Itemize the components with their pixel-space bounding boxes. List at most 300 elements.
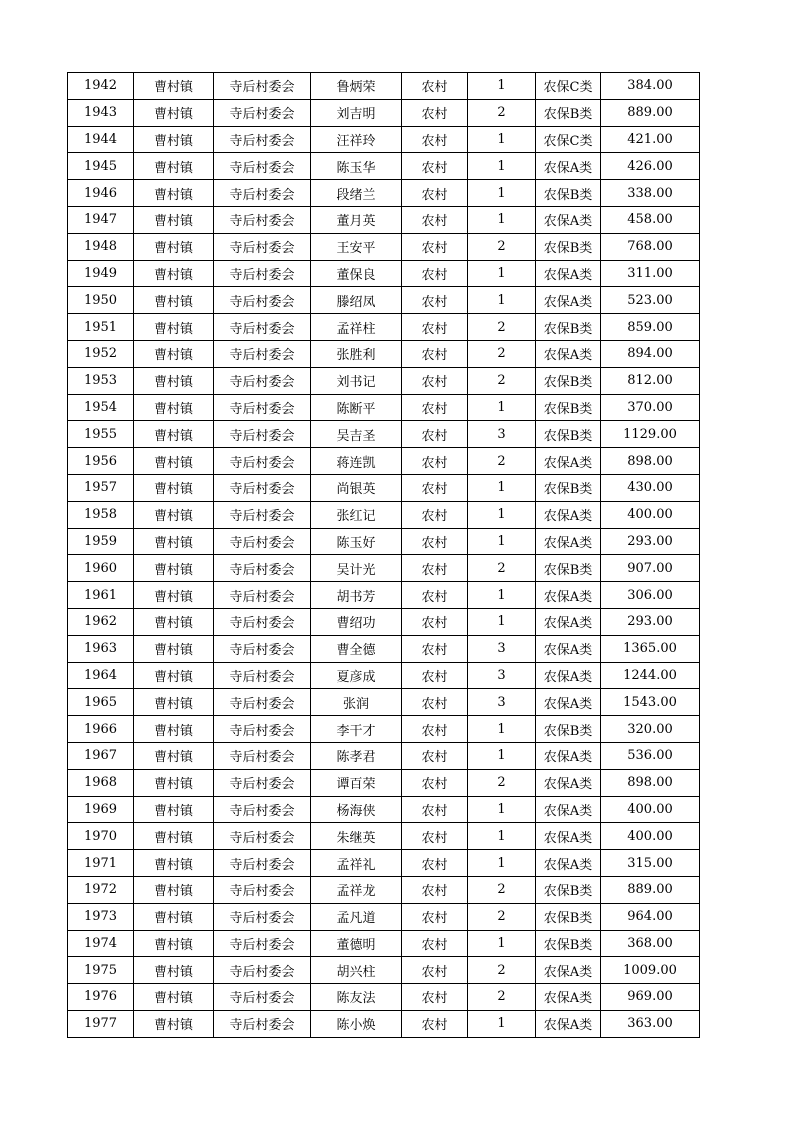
person-count-cell: 1: [468, 260, 536, 287]
person-count-cell: 3: [468, 635, 536, 662]
committee-cell: 寺后村委会: [214, 555, 311, 582]
row-number-cell: 1967: [68, 742, 134, 769]
category-cell: 农保B类: [536, 180, 601, 207]
household-type-cell: 农村: [402, 528, 468, 555]
category-cell: 农保B类: [536, 99, 601, 126]
table-row: [68, 930, 700, 957]
row-number-cell: 1968: [68, 769, 134, 796]
row-number-cell: 1949: [68, 260, 134, 287]
committee-cell: 寺后村委会: [214, 608, 311, 635]
committee-cell: 寺后村委会: [214, 689, 311, 716]
person-count-cell: 1: [468, 742, 536, 769]
row-number-cell: 1975: [68, 957, 134, 984]
household-type-cell: 农村: [402, 287, 468, 314]
town-cell: 曹村镇: [134, 823, 214, 850]
amount-cell: 400.00: [601, 796, 700, 823]
amount-cell: 400.00: [601, 823, 700, 850]
household-type-cell: 农村: [402, 555, 468, 582]
name-cell: 陈友法: [311, 984, 402, 1011]
person-count-cell: 1: [468, 501, 536, 528]
row-number-cell: 1965: [68, 689, 134, 716]
amount-cell: 859.00: [601, 314, 700, 341]
table-body: [68, 73, 700, 1038]
category-cell: 农保B类: [536, 314, 601, 341]
person-count-cell: 2: [468, 876, 536, 903]
amount-cell: 907.00: [601, 555, 700, 582]
amount-cell: 812.00: [601, 367, 700, 394]
person-count-cell: 2: [468, 367, 536, 394]
person-count-cell: 1: [468, 608, 536, 635]
row-number-cell: 1962: [68, 608, 134, 635]
town-cell: 曹村镇: [134, 287, 214, 314]
committee-cell: 寺后村委会: [214, 448, 311, 475]
person-count-cell: 1: [468, 287, 536, 314]
category-cell: 农保A类: [536, 635, 601, 662]
amount-cell: 430.00: [601, 474, 700, 501]
table-row: [68, 287, 700, 314]
committee-cell: 寺后村委会: [214, 180, 311, 207]
committee-cell: 寺后村委会: [214, 394, 311, 421]
table-row: [68, 153, 700, 180]
table-row: [68, 206, 700, 233]
town-cell: 曹村镇: [134, 340, 214, 367]
category-cell: 农保B类: [536, 394, 601, 421]
table-row: [68, 823, 700, 850]
town-cell: 曹村镇: [134, 796, 214, 823]
category-cell: 农保B类: [536, 716, 601, 743]
person-count-cell: 1: [468, 930, 536, 957]
town-cell: 曹村镇: [134, 528, 214, 555]
town-cell: 曹村镇: [134, 206, 214, 233]
town-cell: 曹村镇: [134, 421, 214, 448]
row-number-cell: 1948: [68, 233, 134, 260]
row-number-cell: 1950: [68, 287, 134, 314]
town-cell: 曹村镇: [134, 1010, 214, 1037]
town-cell: 曹村镇: [134, 957, 214, 984]
person-count-cell: 1: [468, 73, 536, 100]
household-type-cell: 农村: [402, 126, 468, 153]
amount-cell: 426.00: [601, 153, 700, 180]
row-number-cell: 1966: [68, 716, 134, 743]
household-type-cell: 农村: [402, 394, 468, 421]
category-cell: 农保A类: [536, 340, 601, 367]
committee-cell: 寺后村委会: [214, 153, 311, 180]
person-count-cell: 1: [468, 850, 536, 877]
table-row: [68, 608, 700, 635]
name-cell: 孟祥礼: [311, 850, 402, 877]
row-number-cell: 1963: [68, 635, 134, 662]
town-cell: 曹村镇: [134, 394, 214, 421]
table-row: [68, 984, 700, 1011]
category-cell: 农保A类: [536, 608, 601, 635]
committee-cell: 寺后村委会: [214, 99, 311, 126]
committee-cell: 寺后村委会: [214, 287, 311, 314]
category-cell: 农保A类: [536, 769, 601, 796]
household-type-cell: 农村: [402, 903, 468, 930]
household-type-cell: 农村: [402, 180, 468, 207]
household-type-cell: 农村: [402, 340, 468, 367]
committee-cell: 寺后村委会: [214, 984, 311, 1011]
amount-cell: 898.00: [601, 769, 700, 796]
committee-cell: 寺后村委会: [214, 769, 311, 796]
committee-cell: 寺后村委会: [214, 635, 311, 662]
household-type-cell: 农村: [402, 233, 468, 260]
table-row: [68, 180, 700, 207]
amount-cell: 1129.00: [601, 421, 700, 448]
name-cell: 董月英: [311, 206, 402, 233]
committee-cell: 寺后村委会: [214, 73, 311, 100]
category-cell: 农保A类: [536, 984, 601, 1011]
town-cell: 曹村镇: [134, 233, 214, 260]
household-type-cell: 农村: [402, 850, 468, 877]
row-number-cell: 1977: [68, 1010, 134, 1037]
table-row: [68, 796, 700, 823]
household-type-cell: 农村: [402, 957, 468, 984]
person-count-cell: 2: [468, 984, 536, 1011]
household-type-cell: 农村: [402, 876, 468, 903]
table-row: [68, 1010, 700, 1037]
name-cell: 李干才: [311, 716, 402, 743]
person-count-cell: 2: [468, 99, 536, 126]
name-cell: 孟祥龙: [311, 876, 402, 903]
household-type-cell: 农村: [402, 608, 468, 635]
person-count-cell: 1: [468, 1010, 536, 1037]
name-cell: 董保良: [311, 260, 402, 287]
row-number-cell: 1961: [68, 582, 134, 609]
amount-cell: 894.00: [601, 340, 700, 367]
household-type-cell: 农村: [402, 367, 468, 394]
table-row: [68, 394, 700, 421]
table-row: [68, 903, 700, 930]
amount-cell: 536.00: [601, 742, 700, 769]
town-cell: 曹村镇: [134, 716, 214, 743]
amount-cell: 889.00: [601, 876, 700, 903]
row-number-cell: 1943: [68, 99, 134, 126]
town-cell: 曹村镇: [134, 126, 214, 153]
category-cell: 农保A类: [536, 823, 601, 850]
person-count-cell: 3: [468, 421, 536, 448]
committee-cell: 寺后村委会: [214, 716, 311, 743]
row-number-cell: 1956: [68, 448, 134, 475]
household-type-cell: 农村: [402, 769, 468, 796]
category-cell: 农保B类: [536, 555, 601, 582]
table-row: [68, 126, 700, 153]
name-cell: 夏彦成: [311, 662, 402, 689]
committee-cell: 寺后村委会: [214, 850, 311, 877]
committee-cell: 寺后村委会: [214, 206, 311, 233]
household-type-cell: 农村: [402, 582, 468, 609]
amount-cell: 1009.00: [601, 957, 700, 984]
household-type-cell: 农村: [402, 635, 468, 662]
amount-cell: 315.00: [601, 850, 700, 877]
row-number-cell: 1971: [68, 850, 134, 877]
amount-cell: 400.00: [601, 501, 700, 528]
household-type-cell: 农村: [402, 260, 468, 287]
person-count-cell: 1: [468, 582, 536, 609]
table-row: [68, 367, 700, 394]
table-row: [68, 850, 700, 877]
person-count-cell: 1: [468, 206, 536, 233]
amount-cell: 320.00: [601, 716, 700, 743]
person-count-cell: 1: [468, 796, 536, 823]
name-cell: 曹全德: [311, 635, 402, 662]
person-count-cell: 2: [468, 233, 536, 260]
category-cell: 农保B类: [536, 903, 601, 930]
name-cell: 段绪兰: [311, 180, 402, 207]
committee-cell: 寺后村委会: [214, 582, 311, 609]
person-count-cell: 2: [468, 769, 536, 796]
row-number-cell: 1959: [68, 528, 134, 555]
name-cell: 吴计光: [311, 555, 402, 582]
town-cell: 曹村镇: [134, 474, 214, 501]
person-count-cell: 1: [468, 823, 536, 850]
household-type-cell: 农村: [402, 314, 468, 341]
person-count-cell: 3: [468, 689, 536, 716]
town-cell: 曹村镇: [134, 876, 214, 903]
amount-cell: 306.00: [601, 582, 700, 609]
town-cell: 曹村镇: [134, 903, 214, 930]
name-cell: 陈孝君: [311, 742, 402, 769]
category-cell: 农保A类: [536, 528, 601, 555]
town-cell: 曹村镇: [134, 367, 214, 394]
person-count-cell: 1: [468, 126, 536, 153]
row-number-cell: 1970: [68, 823, 134, 850]
amount-cell: 523.00: [601, 287, 700, 314]
amount-cell: 1365.00: [601, 635, 700, 662]
town-cell: 曹村镇: [134, 448, 214, 475]
household-type-cell: 农村: [402, 1010, 468, 1037]
row-number-cell: 1942: [68, 73, 134, 100]
amount-cell: 363.00: [601, 1010, 700, 1037]
name-cell: 朱继英: [311, 823, 402, 850]
household-type-cell: 农村: [402, 501, 468, 528]
household-type-cell: 农村: [402, 99, 468, 126]
category-cell: 农保A类: [536, 582, 601, 609]
committee-cell: 寺后村委会: [214, 930, 311, 957]
person-count-cell: 1: [468, 716, 536, 743]
name-cell: 杨海侠: [311, 796, 402, 823]
person-count-cell: 2: [468, 957, 536, 984]
table-row: [68, 421, 700, 448]
name-cell: 刘书记: [311, 367, 402, 394]
table-row: [68, 769, 700, 796]
town-cell: 曹村镇: [134, 769, 214, 796]
committee-cell: 寺后村委会: [214, 823, 311, 850]
table-row: [68, 876, 700, 903]
amount-cell: 384.00: [601, 73, 700, 100]
person-count-cell: 2: [468, 903, 536, 930]
table-row: [68, 260, 700, 287]
category-cell: 农保A类: [536, 742, 601, 769]
amount-cell: 293.00: [601, 608, 700, 635]
committee-cell: 寺后村委会: [214, 903, 311, 930]
row-number-cell: 1954: [68, 394, 134, 421]
name-cell: 滕绍凤: [311, 287, 402, 314]
table-row: [68, 314, 700, 341]
household-type-cell: 农村: [402, 716, 468, 743]
committee-cell: 寺后村委会: [214, 233, 311, 260]
committee-cell: 寺后村委会: [214, 260, 311, 287]
category-cell: 农保A类: [536, 206, 601, 233]
name-cell: 尚银英: [311, 474, 402, 501]
category-cell: 农保A类: [536, 448, 601, 475]
town-cell: 曹村镇: [134, 73, 214, 100]
category-cell: 农保B类: [536, 930, 601, 957]
table-row: [68, 957, 700, 984]
amount-cell: 768.00: [601, 233, 700, 260]
amount-cell: 898.00: [601, 448, 700, 475]
town-cell: 曹村镇: [134, 608, 214, 635]
name-cell: 张胜利: [311, 340, 402, 367]
town-cell: 曹村镇: [134, 984, 214, 1011]
committee-cell: 寺后村委会: [214, 314, 311, 341]
table-row: [68, 99, 700, 126]
committee-cell: 寺后村委会: [214, 1010, 311, 1037]
row-number-cell: 1969: [68, 796, 134, 823]
town-cell: 曹村镇: [134, 930, 214, 957]
household-type-cell: 农村: [402, 662, 468, 689]
category-cell: 农保C类: [536, 73, 601, 100]
table-row: [68, 528, 700, 555]
amount-cell: 338.00: [601, 180, 700, 207]
household-type-cell: 农村: [402, 930, 468, 957]
person-count-cell: 3: [468, 662, 536, 689]
row-number-cell: 1964: [68, 662, 134, 689]
category-cell: 农保A类: [536, 662, 601, 689]
category-cell: 农保B类: [536, 474, 601, 501]
name-cell: 陈断平: [311, 394, 402, 421]
name-cell: 陈小焕: [311, 1010, 402, 1037]
table-row: [68, 689, 700, 716]
town-cell: 曹村镇: [134, 635, 214, 662]
amount-cell: 889.00: [601, 99, 700, 126]
committee-cell: 寺后村委会: [214, 528, 311, 555]
benefit-roster-table: [67, 72, 700, 1038]
household-type-cell: 农村: [402, 73, 468, 100]
row-number-cell: 1947: [68, 206, 134, 233]
name-cell: 蒋连凯: [311, 448, 402, 475]
row-number-cell: 1976: [68, 984, 134, 1011]
amount-cell: 368.00: [601, 930, 700, 957]
name-cell: 胡书芳: [311, 582, 402, 609]
category-cell: 农保A类: [536, 1010, 601, 1037]
name-cell: 鲁炳荣: [311, 73, 402, 100]
row-number-cell: 1957: [68, 474, 134, 501]
name-cell: 曹绍功: [311, 608, 402, 635]
name-cell: 胡兴柱: [311, 957, 402, 984]
row-number-cell: 1945: [68, 153, 134, 180]
name-cell: 谭百荣: [311, 769, 402, 796]
category-cell: 农保A类: [536, 260, 601, 287]
table-row: [68, 73, 700, 100]
name-cell: 孟凡道: [311, 903, 402, 930]
table-row: [68, 448, 700, 475]
name-cell: 刘吉明: [311, 99, 402, 126]
committee-cell: 寺后村委会: [214, 796, 311, 823]
row-number-cell: 1952: [68, 340, 134, 367]
category-cell: 农保B类: [536, 367, 601, 394]
table-row: [68, 716, 700, 743]
household-type-cell: 农村: [402, 153, 468, 180]
table-row: [68, 662, 700, 689]
town-cell: 曹村镇: [134, 689, 214, 716]
household-type-cell: 农村: [402, 689, 468, 716]
category-cell: 农保A类: [536, 850, 601, 877]
category-cell: 农保A类: [536, 287, 601, 314]
committee-cell: 寺后村委会: [214, 742, 311, 769]
amount-cell: 421.00: [601, 126, 700, 153]
table-row: [68, 501, 700, 528]
committee-cell: 寺后村委会: [214, 474, 311, 501]
category-cell: 农保A类: [536, 153, 601, 180]
person-count-cell: 1: [468, 474, 536, 501]
town-cell: 曹村镇: [134, 850, 214, 877]
household-type-cell: 农村: [402, 984, 468, 1011]
row-number-cell: 1951: [68, 314, 134, 341]
person-count-cell: 2: [468, 448, 536, 475]
table-row: [68, 742, 700, 769]
category-cell: 农保A类: [536, 796, 601, 823]
person-count-cell: 1: [468, 528, 536, 555]
person-count-cell: 2: [468, 555, 536, 582]
row-number-cell: 1946: [68, 180, 134, 207]
committee-cell: 寺后村委会: [214, 876, 311, 903]
amount-cell: 293.00: [601, 528, 700, 555]
committee-cell: 寺后村委会: [214, 501, 311, 528]
town-cell: 曹村镇: [134, 742, 214, 769]
town-cell: 曹村镇: [134, 582, 214, 609]
table-row: [68, 340, 700, 367]
row-number-cell: 1944: [68, 126, 134, 153]
category-cell: 农保B类: [536, 233, 601, 260]
table-row: [68, 582, 700, 609]
person-count-cell: 2: [468, 340, 536, 367]
name-cell: 孟祥柱: [311, 314, 402, 341]
row-number-cell: 1973: [68, 903, 134, 930]
row-number-cell: 1974: [68, 930, 134, 957]
household-type-cell: 农村: [402, 796, 468, 823]
town-cell: 曹村镇: [134, 314, 214, 341]
row-number-cell: 1955: [68, 421, 134, 448]
committee-cell: 寺后村委会: [214, 957, 311, 984]
amount-cell: 969.00: [601, 984, 700, 1011]
name-cell: 王安平: [311, 233, 402, 260]
table-row: [68, 474, 700, 501]
committee-cell: 寺后村委会: [214, 662, 311, 689]
amount-cell: 370.00: [601, 394, 700, 421]
household-type-cell: 农村: [402, 206, 468, 233]
household-type-cell: 农村: [402, 742, 468, 769]
row-number-cell: 1960: [68, 555, 134, 582]
town-cell: 曹村镇: [134, 180, 214, 207]
person-count-cell: 2: [468, 314, 536, 341]
committee-cell: 寺后村委会: [214, 421, 311, 448]
town-cell: 曹村镇: [134, 153, 214, 180]
committee-cell: 寺后村委会: [214, 126, 311, 153]
row-number-cell: 1958: [68, 501, 134, 528]
household-type-cell: 农村: [402, 823, 468, 850]
category-cell: 农保A类: [536, 689, 601, 716]
household-type-cell: 农村: [402, 448, 468, 475]
category-cell: 农保A类: [536, 501, 601, 528]
person-count-cell: 1: [468, 153, 536, 180]
table-row: [68, 233, 700, 260]
name-cell: 张红记: [311, 501, 402, 528]
committee-cell: 寺后村委会: [214, 340, 311, 367]
town-cell: 曹村镇: [134, 555, 214, 582]
name-cell: 董德明: [311, 930, 402, 957]
person-count-cell: 1: [468, 394, 536, 421]
